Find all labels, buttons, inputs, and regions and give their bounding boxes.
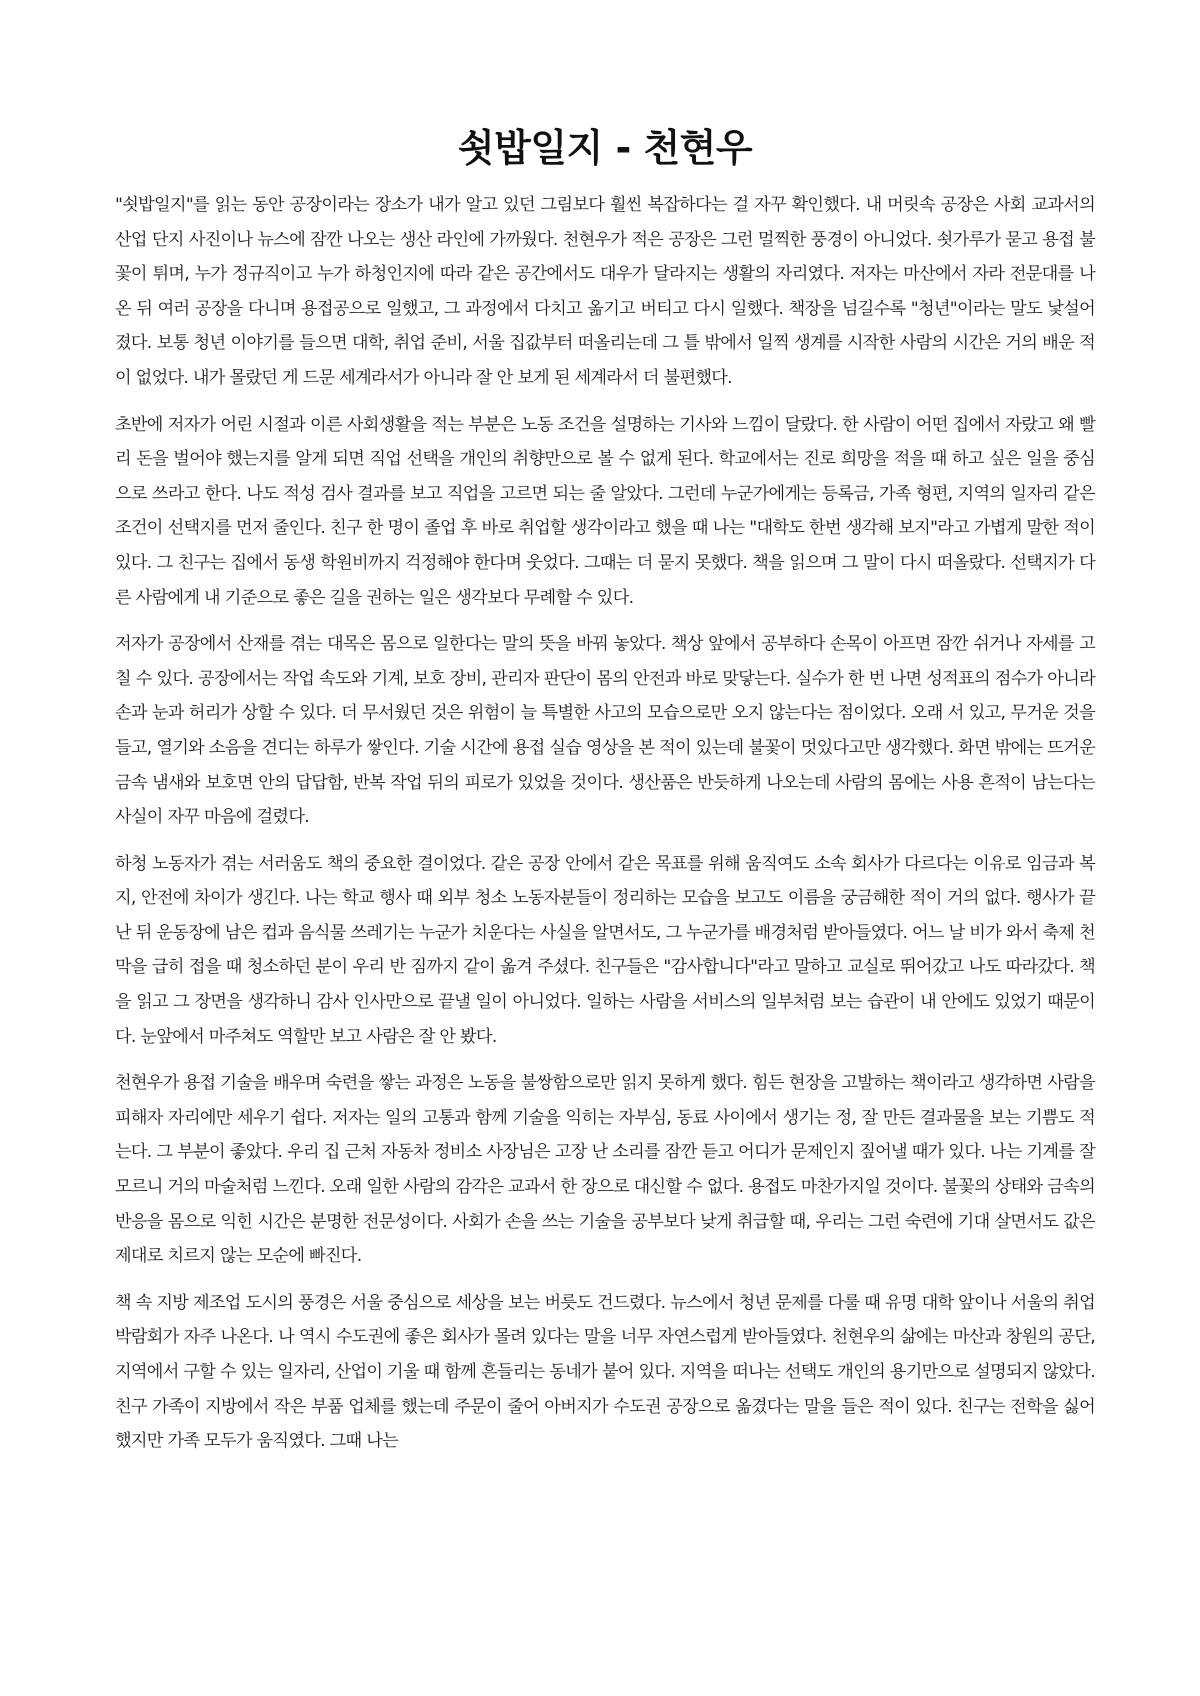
paragraph: 저자가 공장에서 산재를 겪는 대목은 몸으로 일한다는 말의 뜻을 바꿔 놓았다. 책상 앞에서 공부하다 손목이 아프면 잠깐 쉬거나 자세를 고칠 수 있다. 공장에서는 작업 속도와 기계, 보호 장비, 관리자 판단이 몸의 안전과 바로 맞닿는다. 실수가 한 번 나면 성적표의 점수가 아니라 손과 눈과 허리가 상할 수 있다. 더 무서웠던 것은 위험이 늘 특별한 사고의 모습으로만 오지 않는다는 점이었다. 오래 서 있고, 무거운 것을 들고, 열기와 소음을 견디는 하루가 쌓인다. 기술 시간에 용접 실습 영상을 본 적이 있는데 불꽃이 멋있다고만 생각했다. 화면 밖에는 뜨거운 금속 냄새와 보호면 안의 답답함, 반복 작업 뒤의 피로가 있었을 것이다. 생산품은 반듯하게 나오는데 사람의 몸에는 사용 흔적이 남는다는 사실이 자꾸 마음에 걸렸다. <box>115 634 1095 828</box>
document-body <box>115 188 1095 1459</box>
paragraph: 천현우가 용접 기술을 배우며 숙련을 쌓는 과정은 노동을 불쌍함으로만 읽지 못하게 했다. 힘든 현장을 고발하는 책이라고 생각하면 사람을 피해자 자리에만 세우기 쉽다. 저자는 일의 고통과 함께 기술을 익히는 자부심, 동료 사이에서 생기는 정, 잘 만든 결과물을 보는 기쁨도 적는다. 그 부분이 좋았다. 우리 집 근처 자동차 정비소 사장님은 고장 난 소리를 잠깐 듣고 어디가 문제인지 짚어낼 때가 있다. 나는 기계를 잘 모르니 거의 마술처럼 느낀다. 오래 일한 사람의 감각은 교과서 한 장으로 대신할 수 없다. 용접도 마찬가지일 것이다. 불꽃의 상태와 금속의 반응을 몸으로 익힌 시간은 분명한 전문성이다. 사회가 손을 쓰는 기술을 공부보다 낮게 취급할 때, 우리는 그런 숙련에 기대 살면서도 값은 제대로 치르지 않는 모순에 빠진다. <box>115 1073 1095 1267</box>
paragraph: 초반에 저자가 어린 시절과 이른 사회생활을 적는 부분은 노동 조건을 설명하는 기사와 느낌이 달랐다. 한 사람이 어떤 집에서 자랐고 왜 빨리 돈을 벌어야 했는지를 알게 되면 직업 선택을 개인의 취향만으로 볼 수 없게 된다. 학교에서는 진로 희망을 적을 때 하고 싶은 일을 중심으로 쓰라고 한다. 나도 적성 검사 결과를 보고 직업을 고르면 되는 줄 알았다. 그런데 누군가에게는 등록금, 가족 형편, 지역의 일자리 같은 조건이 선택지를 먼저 줄인다. 친구 한 명이 졸업 후 바로 취업할 생각이라고 했을 때 나는 "대학도 한번 생각해 보지"라고 가볍게 말한 적이 있다. 그 친구는 집에서 동생 학원비까지 걱정해야 한다며 웃었다. 그때는 더 묻지 못했다. 책을 읽으며 그 말이 다시 떠올랐다. 선택지가 다른 사람에게 내 기준으로 좋은 길을 권하는 일은 생각보다 무례할 수 있다. <box>115 414 1095 608</box>
paragraph: "쇳밥일지"를 읽는 동안 공장이라는 장소가 내가 알고 있던 그림보다 훨씬 복잡하다는 걸 자꾸 확인했다. 내 머릿속 공장은 사회 교과서의 산업 단지 사진이나 뉴스에 잠깐 나오는 생산 라인에 가까웠다. 천현우가 적은 공장은 그런 멀찍한 풍경이 아니었다. 쇳가루가 묻고 용접 불꽃이 튀며, 누가 정규직이고 누가 하청인지에 따라 같은 공간에서도 대우가 달라지는 생활의 자리였다. 저자는 마산에서 자라 전문대를 나온 뒤 여러 공장을 다니며 용접공으로 일했고, 그 과정에서 다치고 옮기고 버티고 다시 일했다. 책장을 넘길수록 "청년"이라는 말도 낯설어졌다. 보통 청년 이야기를 들으면 대학, 취업 준비, 서울 집값부터 떠올리는데 그 틀 밖에서 일찍 생계를 시작한 사람의 시간은 거의 배운 적이 없었다. 내가 몰랐던 게 드문 세계라서가 아니라 잘 안 보게 된 세계라서 더 불편했다. <box>115 195 1095 388</box>
paragraph: 책 속 지방 제조업 도시의 풍경은 서울 중심으로 세상을 보는 버릇도 건드렸다. 뉴스에서 청년 문제를 다룰 때 유명 대학 앞이나 서울의 취업 박람회가 자주 나온다. 나 역시 수도권에 좋은 회사가 몰려 있다는 말을 너무 자연스럽게 받아들였다. 천현우의 삶에는 마산과 창원의 공단, 지역에서 구할 수 있는 일자리, 산업이 기울 때 함께 흔들리는 동네가 붙어 있다. 지역을 떠나는 선택도 개인의 용기만으로 설명되지 않았다. 친구 가족이 지방에서 작은 부품 업체를 했는데 주문이 줄어 아버지가 수도권 공장으로 옮겼다는 말을 들은 적이 있다. 친구는 전학을 싫어했지만 가족 모두가 움직였다. 그때 나는 <box>115 1292 1095 1452</box>
document-title: 쇳밥일지 - 천현우 <box>457 126 753 170</box>
paragraph: 하청 노동자가 겪는 서러움도 책의 중요한 결이었다. 같은 공장 안에서 같은 목표를 위해 움직여도 소속 회사가 다르다는 이유로 임금과 복지, 안전에 차이가 생긴다. 나는 학교 행사 때 외부 청소 노동자분들이 정리하는 모습을 보고도 이름을 궁금해한 적이 거의 없다. 행사가 끝난 뒤 운동장에 남은 컵과 음식물 쓰레기는 누군가 치운다는 사실을 알면서도, 그 누군가를 배경처럼 받아들였다. 어느 날 비가 와서 축제 천막을 급히 접을 때 청소하던 분이 우리 반 짐까지 같이 옮겨 주셨다. 친구들은 "감사합니다"라고 말하고 교실로 뛰어갔고 나도 따라갔다. 책을 읽고 그 장면을 생각하니 감사 인사만으로 끝낼 일이 아니었다. 일하는 사람을 서비스의 일부처럼 보는 습관이 내 안에도 있었기 때문이다. 눈앞에서 마주쳐도 역할만 보고 사람은 잘 안 봤다. <box>115 853 1095 1047</box>
